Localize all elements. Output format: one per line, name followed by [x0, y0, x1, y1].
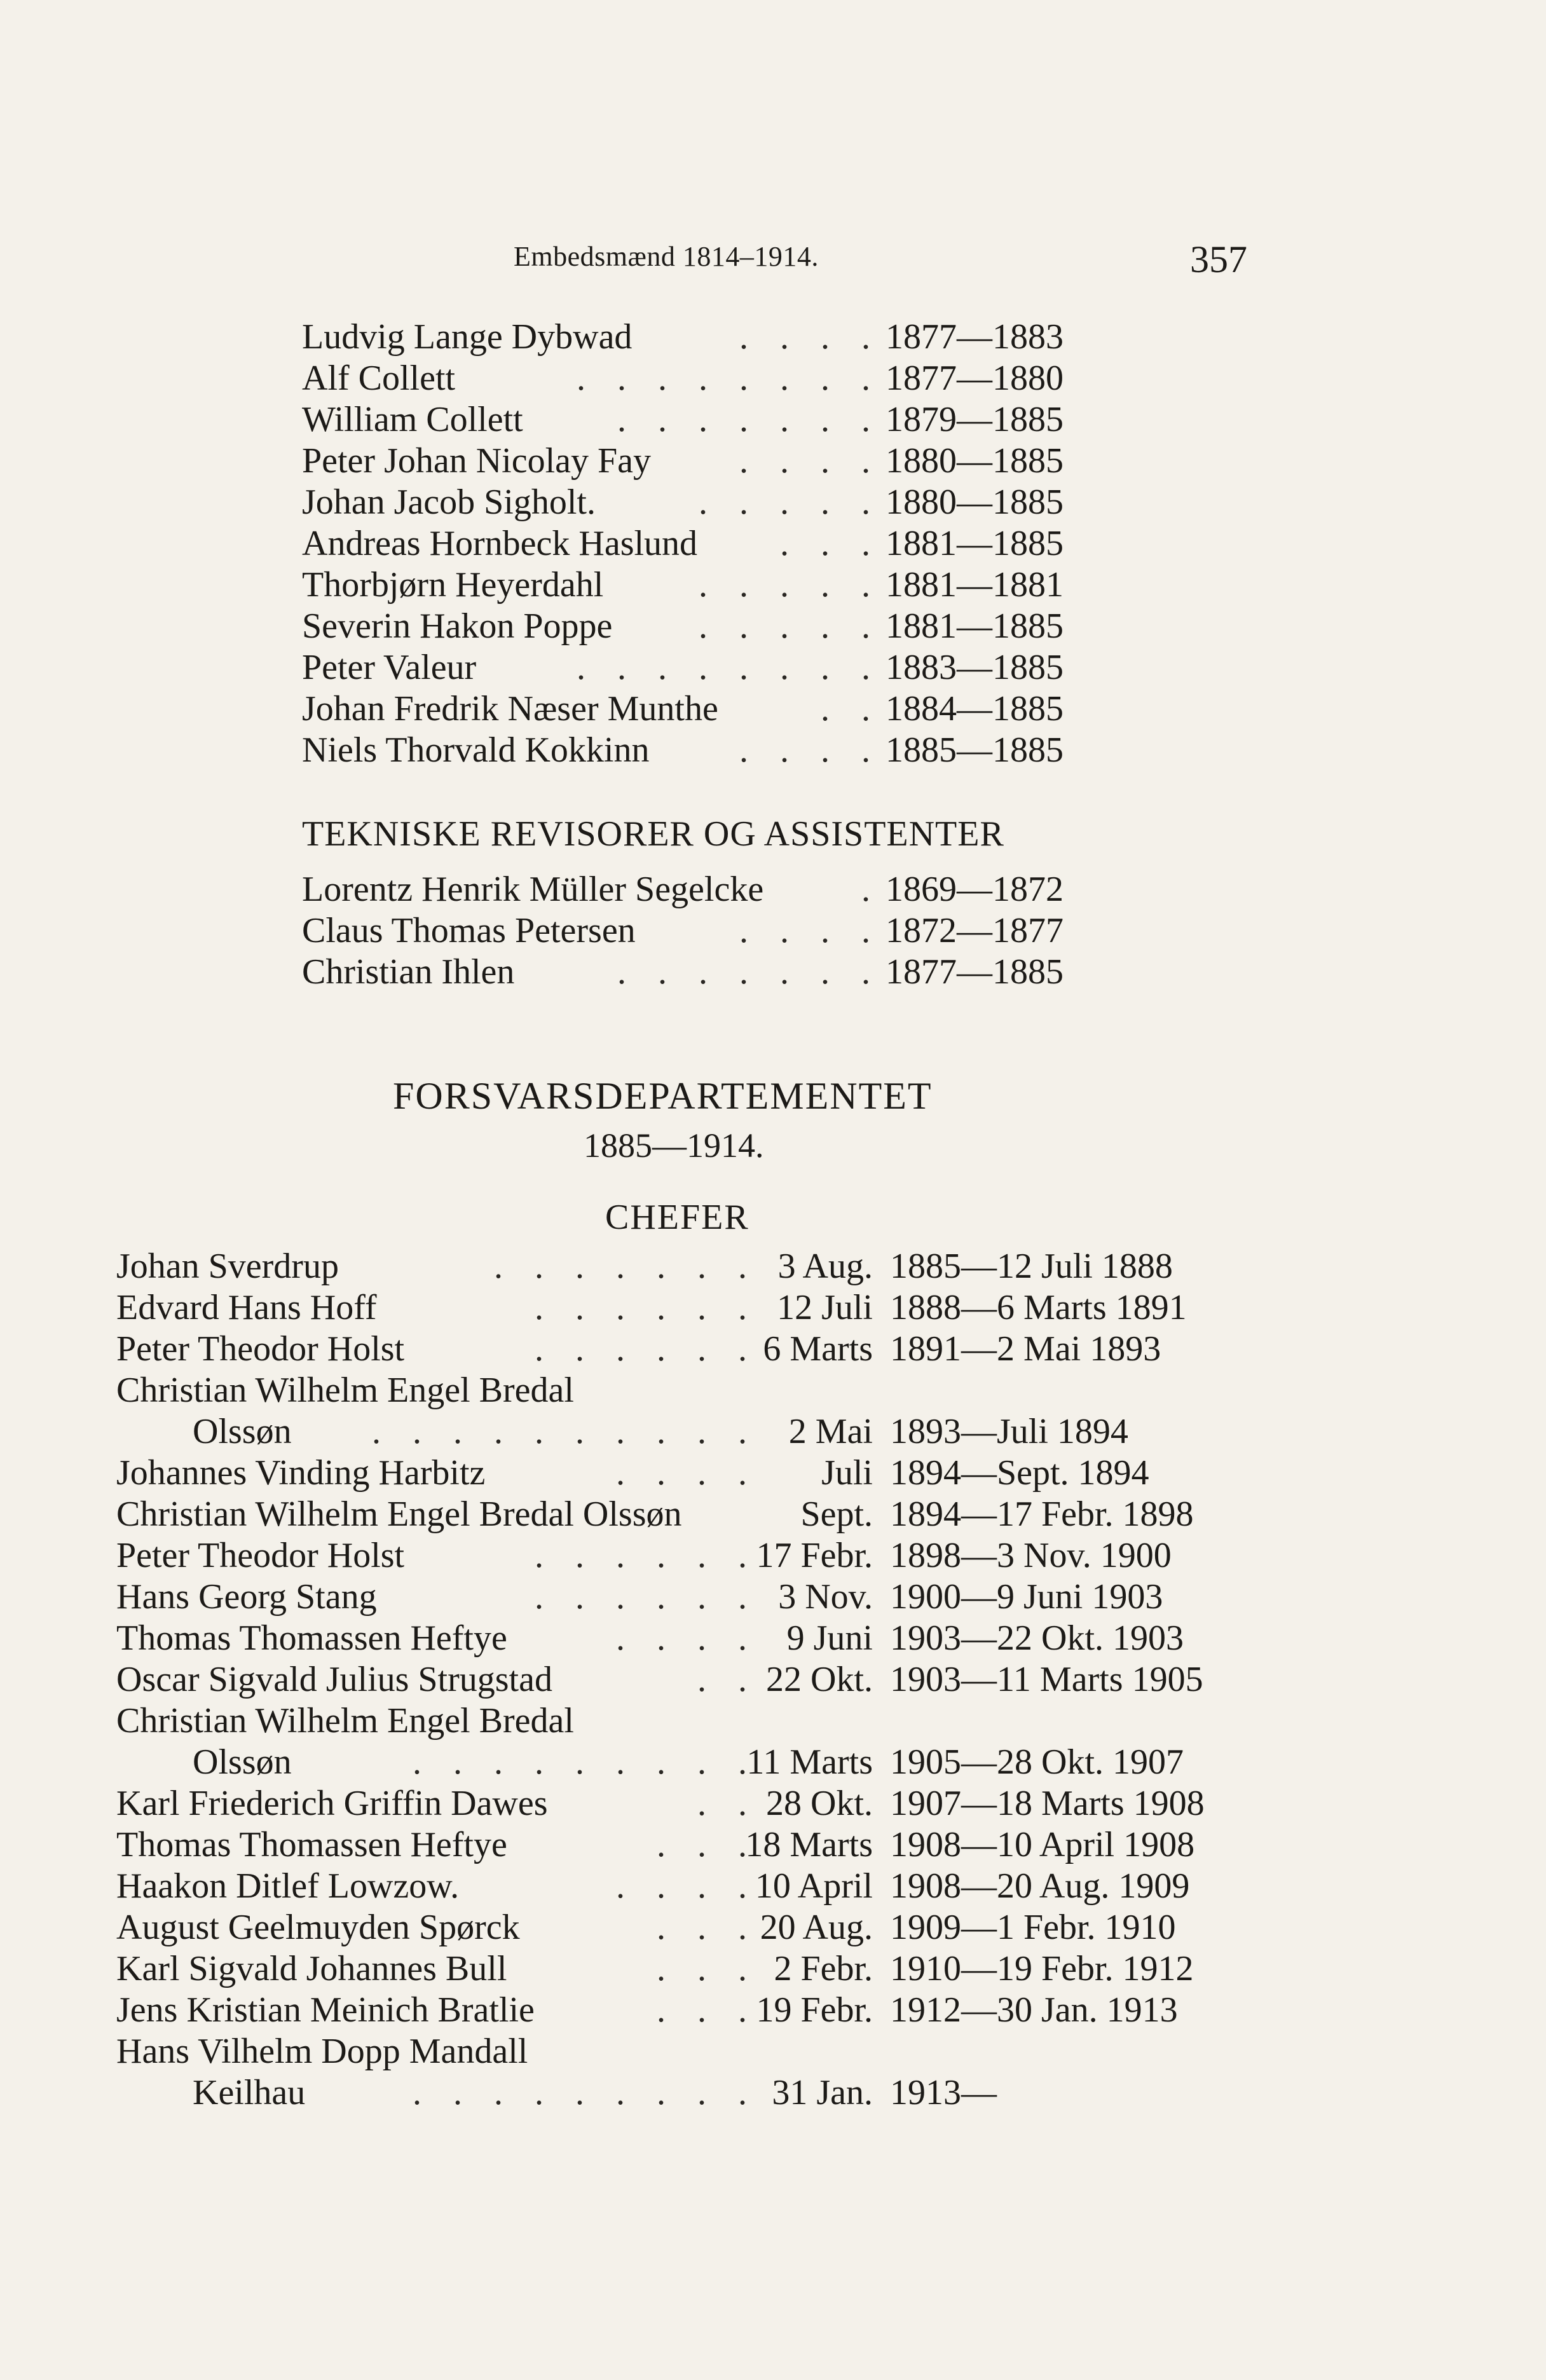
leader-dots: . . . . . .	[535, 1577, 758, 1617]
list-item	[116, 1866, 1311, 1907]
chefer-heading: CHEFER	[605, 1198, 749, 1237]
list-item	[116, 1659, 1311, 1700]
start-date: Sept.	[800, 1494, 873, 1534]
leader-dots: . . . . . .	[535, 1329, 758, 1369]
term-years: 1883—1885	[886, 648, 1064, 687]
leader-dots: . . . . .	[699, 482, 882, 522]
list-item	[116, 1535, 1311, 1576]
term-years: 1884—1885	[886, 689, 1064, 728]
leader-dots: . . . . .	[699, 606, 882, 646]
list-item	[116, 2031, 1311, 2072]
start-date: 17 Febr.	[756, 1536, 873, 1575]
term-years: 1885—1885	[886, 730, 1064, 770]
start-date: 2 Mai	[788, 1412, 873, 1451]
person-name: Alf Collett	[302, 359, 456, 398]
list-item	[116, 1700, 1311, 1742]
chief-name: Johannes Vinding Harbitz	[116, 1453, 486, 1493]
chief-name: Karl Friederich Griffin Dawes	[116, 1784, 548, 1823]
list-item	[116, 1370, 1311, 1411]
leader-dots: . . .	[780, 524, 882, 563]
person-name: Peter Johan Nicolay Fay	[302, 441, 651, 481]
list-item	[302, 869, 1090, 910]
list-item	[302, 647, 1090, 688]
chief-name: Oscar Sigvald Julius Strugstad	[116, 1660, 552, 1699]
list-item	[302, 688, 1090, 730]
person-name: Andreas Hornbeck Haslund	[302, 524, 698, 563]
term-years: 1877—1885	[886, 952, 1064, 992]
leader-dots: . . . .	[739, 911, 882, 950]
leader-dots: . . . . . .	[535, 1288, 758, 1327]
term-period: 1888—6 Marts 1891	[890, 1288, 1187, 1327]
leader-dots: . . . . . .	[535, 1536, 758, 1575]
leader-dots: . . . . . . . . .	[413, 2073, 758, 2112]
list-item	[116, 1990, 1311, 2031]
leader-dots: . . . .	[616, 1618, 758, 1658]
list-item	[302, 730, 1090, 771]
chief-name: Christian Wilhelm Engel Bredal	[116, 1701, 574, 1741]
leader-dots: . . . . . . .	[494, 1247, 758, 1286]
leader-dots: . . . .	[616, 1453, 758, 1493]
list-item	[116, 2072, 1311, 2114]
start-date: 3 Aug.	[777, 1247, 873, 1286]
leader-dots: . . . .	[739, 317, 882, 357]
list-item	[116, 1618, 1311, 1659]
person-name: Christian Ihlen	[302, 952, 515, 992]
term-period: 1908—20 Aug. 1909	[890, 1866, 1190, 1906]
term-years: 1879—1885	[886, 400, 1064, 439]
person-name: Johan Jacob Sigholt.	[302, 482, 596, 522]
term-period: 1894—Sept. 1894	[890, 1453, 1149, 1493]
term-years: 1880—1885	[886, 441, 1064, 481]
start-date: 12 Juli	[777, 1288, 873, 1327]
person-name: Lorentz Henrik Müller Segelcke	[302, 870, 764, 909]
term-years: 1877—1880	[886, 359, 1064, 398]
leader-dots: . . . . .	[699, 565, 882, 605]
term-period: 1903—22 Okt. 1903	[890, 1618, 1184, 1658]
list-item	[116, 1824, 1311, 1866]
person-name: Niels Thorvald Kokkinn	[302, 730, 650, 770]
leader-dots: . .	[821, 689, 882, 728]
department-period: 1885—1914.	[584, 1126, 764, 1165]
chief-name: Thomas Thomassen Heftye	[116, 1825, 507, 1864]
chief-name: Olssøn	[193, 1412, 292, 1451]
start-date: 22 Okt.	[766, 1660, 873, 1699]
chief-name: Karl Sigvald Johannes Bull	[116, 1949, 507, 1988]
list-item	[302, 358, 1090, 399]
chefer-list	[116, 1246, 1311, 2114]
chief-name: Peter Theodor Holst	[116, 1329, 405, 1369]
department-title: FORSVARSDEPARTEMENTET	[393, 1075, 933, 1117]
list-item	[116, 1907, 1311, 1948]
leader-dots: . . .	[657, 1908, 758, 1947]
chief-name: Christian Wilhelm Engel Bredal	[116, 1371, 574, 1410]
chief-name: Johan Sverdrup	[116, 1247, 339, 1286]
chief-name: Edvard Hans Hoff	[116, 1288, 377, 1327]
list-item	[302, 564, 1090, 606]
list-item	[116, 1948, 1311, 1990]
leader-dots: . . .	[657, 1949, 758, 1988]
start-date: 11 Marts	[746, 1742, 873, 1782]
tekniske-heading: TEKNISKE REVISORER OG ASSISTENTER	[302, 814, 1004, 854]
start-date: 18 Marts	[745, 1825, 873, 1864]
list-item	[116, 1411, 1311, 1453]
list-item	[116, 1783, 1311, 1824]
list-item	[302, 399, 1090, 441]
term-period: 1910—19 Febr. 1912	[890, 1949, 1194, 1988]
list-item	[302, 523, 1090, 564]
list-item	[302, 952, 1090, 993]
term-period: 1891—2 Mai 1893	[890, 1329, 1161, 1369]
list-item	[302, 910, 1090, 952]
leader-dots: .	[861, 870, 882, 909]
chief-name: Haakon Ditlef Lowzow.	[116, 1866, 460, 1906]
person-name: Claus Thomas Petersen	[302, 911, 636, 950]
start-date: 19 Febr.	[756, 1990, 873, 2030]
leader-dots: . . . . . . . . . .	[372, 1412, 758, 1451]
chief-name: August Geelmuyden Spørck	[116, 1908, 520, 1947]
start-date: 9 Juni	[786, 1618, 873, 1658]
person-name: Severin Hakon Poppe	[302, 606, 613, 646]
term-years: 1881—1885	[886, 606, 1064, 646]
leader-dots: . . . .	[739, 730, 882, 770]
term-years: 1877—1883	[886, 317, 1064, 357]
person-name: Ludvig Lange Dybwad	[302, 317, 633, 357]
term-period: 1898—3 Nov. 1900	[890, 1536, 1172, 1575]
leader-dots: . .	[697, 1660, 758, 1699]
list-item	[116, 1246, 1311, 1287]
leader-dots: . .	[697, 1784, 758, 1823]
list-item	[302, 317, 1090, 358]
chief-name: Hans Vilhelm Dopp Mandall	[116, 2032, 528, 2071]
leader-dots: . . . .	[739, 441, 882, 481]
start-date: 10 April	[755, 1866, 873, 1906]
chief-name: Olssøn	[193, 1742, 292, 1782]
term-period: 1903—11 Marts 1905	[890, 1660, 1203, 1699]
term-period: 1905—28 Okt. 1907	[890, 1742, 1184, 1782]
list-item	[116, 1494, 1311, 1535]
list-item	[116, 1742, 1311, 1783]
chief-name: Jens Kristian Meinich Bratlie	[116, 1990, 535, 2030]
list-item	[116, 1576, 1311, 1618]
term-period: 1894—17 Febr. 1898	[890, 1494, 1194, 1534]
person-name: Thorbjørn Heyerdahl	[302, 565, 604, 605]
term-period: 1908—10 April 1908	[890, 1825, 1195, 1864]
list-item	[116, 1453, 1311, 1494]
person-name: William Collett	[302, 400, 523, 439]
leader-dots: . . .	[657, 1825, 758, 1864]
start-date: 31 Jan.	[772, 2073, 873, 2112]
term-period: 1913—	[890, 2073, 997, 2112]
term-period: 1893—Juli 1894	[890, 1412, 1128, 1451]
leader-dots: . . .	[657, 1990, 758, 2030]
term-years: 1872—1877	[886, 911, 1064, 950]
list-item	[116, 1329, 1311, 1370]
leader-dots: . . . . . . . . .	[413, 1742, 758, 1782]
list-item	[116, 1287, 1311, 1329]
running-title: Embedsmænd 1814–1914.	[514, 241, 819, 272]
chief-name: Keilhau	[193, 2073, 306, 2112]
term-period: 1900—9 Juni 1903	[890, 1577, 1163, 1617]
term-period: 1885—12 Juli 1888	[890, 1247, 1173, 1286]
chief-name: Peter Theodor Holst	[116, 1536, 405, 1575]
tekniske-list	[302, 869, 1090, 993]
start-date: Juli	[821, 1453, 873, 1493]
list-item	[302, 606, 1090, 647]
leader-dots: . . . . . . .	[617, 952, 882, 992]
start-date: 20 Aug.	[760, 1908, 873, 1947]
start-date: 2 Febr.	[774, 1949, 873, 1988]
start-date: 6 Marts	[763, 1329, 873, 1369]
term-years: 1869—1872	[886, 870, 1064, 909]
term-years: 1880—1885	[886, 482, 1064, 522]
person-name: Johan Fredrik Næser Munthe	[302, 689, 718, 728]
leader-dots: . . . . . . . .	[577, 648, 882, 687]
list-item	[302, 482, 1090, 523]
term-years: 1881—1885	[886, 524, 1064, 563]
person-name: Peter Valeur	[302, 648, 477, 687]
term-period: 1907—18 Marts 1908	[890, 1784, 1205, 1823]
start-date: 28 Okt.	[766, 1784, 873, 1823]
leader-dots: . . . . . . . .	[577, 359, 882, 398]
chief-name: Hans Georg Stang	[116, 1577, 377, 1617]
list-item	[302, 441, 1090, 482]
chief-name: Christian Wilhelm Engel Bredal Olssøn	[116, 1494, 682, 1534]
leader-dots: . . . . . . .	[617, 400, 882, 439]
term-period: 1909—1 Febr. 1910	[890, 1908, 1176, 1947]
term-period: 1912—30 Jan. 1913	[890, 1990, 1178, 2030]
start-date: 3 Nov.	[778, 1577, 873, 1617]
revisor-list	[302, 317, 1090, 771]
leader-dots: . . . .	[616, 1866, 758, 1906]
term-years: 1881—1881	[886, 565, 1064, 605]
page-number: 357	[1190, 238, 1247, 280]
chief-name: Thomas Thomassen Heftye	[116, 1618, 507, 1658]
